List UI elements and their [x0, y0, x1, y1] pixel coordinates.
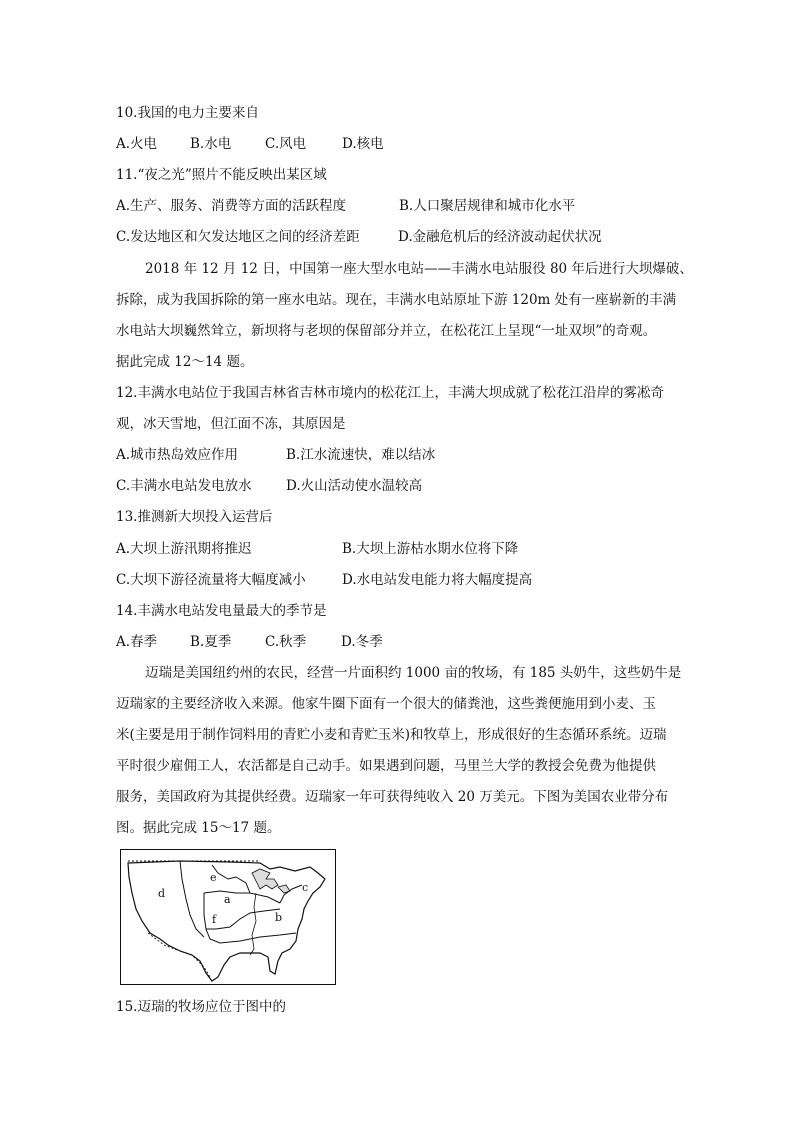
passage1-line: 据此完成 12～14 题。 [116, 354, 254, 370]
passage2-line: 平时很少雇佣工人，农活都是自己动手。如果遇到问题，马里兰大学的教授会免费为他提供 [116, 758, 656, 774]
q10-stem: 10.我国的电力主要来自 [116, 105, 259, 121]
passage2-line: 图。据此完成 15～17 题。 [116, 820, 281, 836]
belt-label-e: e [210, 871, 217, 884]
belt-label-a: a [224, 893, 231, 906]
q14-option-a: A.春季 [116, 634, 158, 650]
q11-option-d: D.金融危机后的经济波动起伏状况 [398, 229, 602, 245]
q12-stem-line1: 12.丰满水电站位于我国吉林省吉林市境内的松花江上，丰满大坝成就了松花江沿岸的雾凇奇 [116, 385, 664, 401]
q11-option-b: B.人口聚居规律和城市化水平 [399, 198, 576, 214]
q13-option-b: B.大坝上游枯水期水位将下降 [342, 541, 519, 557]
q13-option-c: C.大坝下游径流量将大幅度减小 [116, 572, 306, 588]
passage1-line: 2018 年 12 月 12 日，中国第一座大型水电站——丰满水电站服役 80 年后进行大坝爆破、 [145, 261, 693, 277]
q14-option-b: B.夏季 [190, 634, 232, 650]
q12-stem-line2: 观，冰天雪地，但江面不冻，其原因是 [116, 416, 346, 432]
q13-option-d: D.水电站发电能力将大幅度提高 [342, 572, 533, 588]
q14-option-c: C.秋季 [265, 634, 307, 650]
q14-stem: 14.丰满水电站发电量最大的季节是 [116, 603, 327, 619]
belt-label-b: b [275, 911, 283, 924]
q12-option-b: B.江水流速快，难以结冰 [286, 447, 436, 463]
q13-stem: 13.推测新大坝投入运营后 [116, 509, 273, 525]
passage1-line: 拆除，成为我国拆除的第一座水电站。现在，丰满水电站原址下游 120m 处有一座崭新的丰满 [116, 292, 677, 308]
passage2-line: 迈瑞家的主要经济收入来源。他家牛圈下面有一个很大的储粪池，这些粪便施用到小麦、玉 [116, 696, 656, 712]
q10-option-a: A.火电 [116, 136, 158, 152]
passage2-line: 迈瑞是美国纽约州的农民，经营一片面积约 1000 亩的牧场，有 185 头奶牛，这些奶牛是 [145, 665, 682, 681]
belt-label-f: f [212, 913, 217, 926]
q10-option-d: D.核电 [342, 136, 384, 152]
q15-stem: 15.迈瑞的牧场应位于图中的 [116, 999, 286, 1015]
passage2-line: 服务，美国政府为其提供经费。迈瑞家一年可获得纯收入 20 万美元。下图为美国农业带分布 [116, 789, 669, 805]
q14-option-d: D.冬季 [341, 634, 383, 650]
map-frame [121, 850, 336, 985]
belt-label-d: d [158, 887, 166, 900]
q11-stem: 11.“夜之光”照片不能反映出某区域 [116, 167, 327, 183]
belt-label-c: c [302, 881, 309, 894]
q10-option-c: C.风电 [265, 136, 307, 152]
passage2-line: 米(主要是用于制作饲料用的青贮小麦和青贮玉米)和牧草上，形成很好的生态循环系统。迈瑞 [116, 727, 667, 743]
q10-option-b: B.水电 [190, 136, 232, 152]
q13-option-a: A.大坝上游汛期将推迟 [116, 541, 252, 557]
q12-option-d: D.火山活动使水温较高 [286, 478, 423, 494]
passage1-line: 水电站大坝巍然耸立，新坝将与老坝的保留部分并立，在松花江上呈现“一址双坝”的奇观。 [116, 323, 657, 339]
us-agricultural-belt-map [120, 849, 336, 985]
q12-option-a: A.城市热岛效应作用 [116, 447, 239, 463]
q11-option-a: A.生产、服务、消费等方面的活跃程度 [116, 198, 347, 214]
q11-option-c: C.发达地区和欠发达地区之间的经济差距 [116, 229, 360, 245]
q12-option-c: C.丰满水电站发电放水 [116, 478, 252, 494]
